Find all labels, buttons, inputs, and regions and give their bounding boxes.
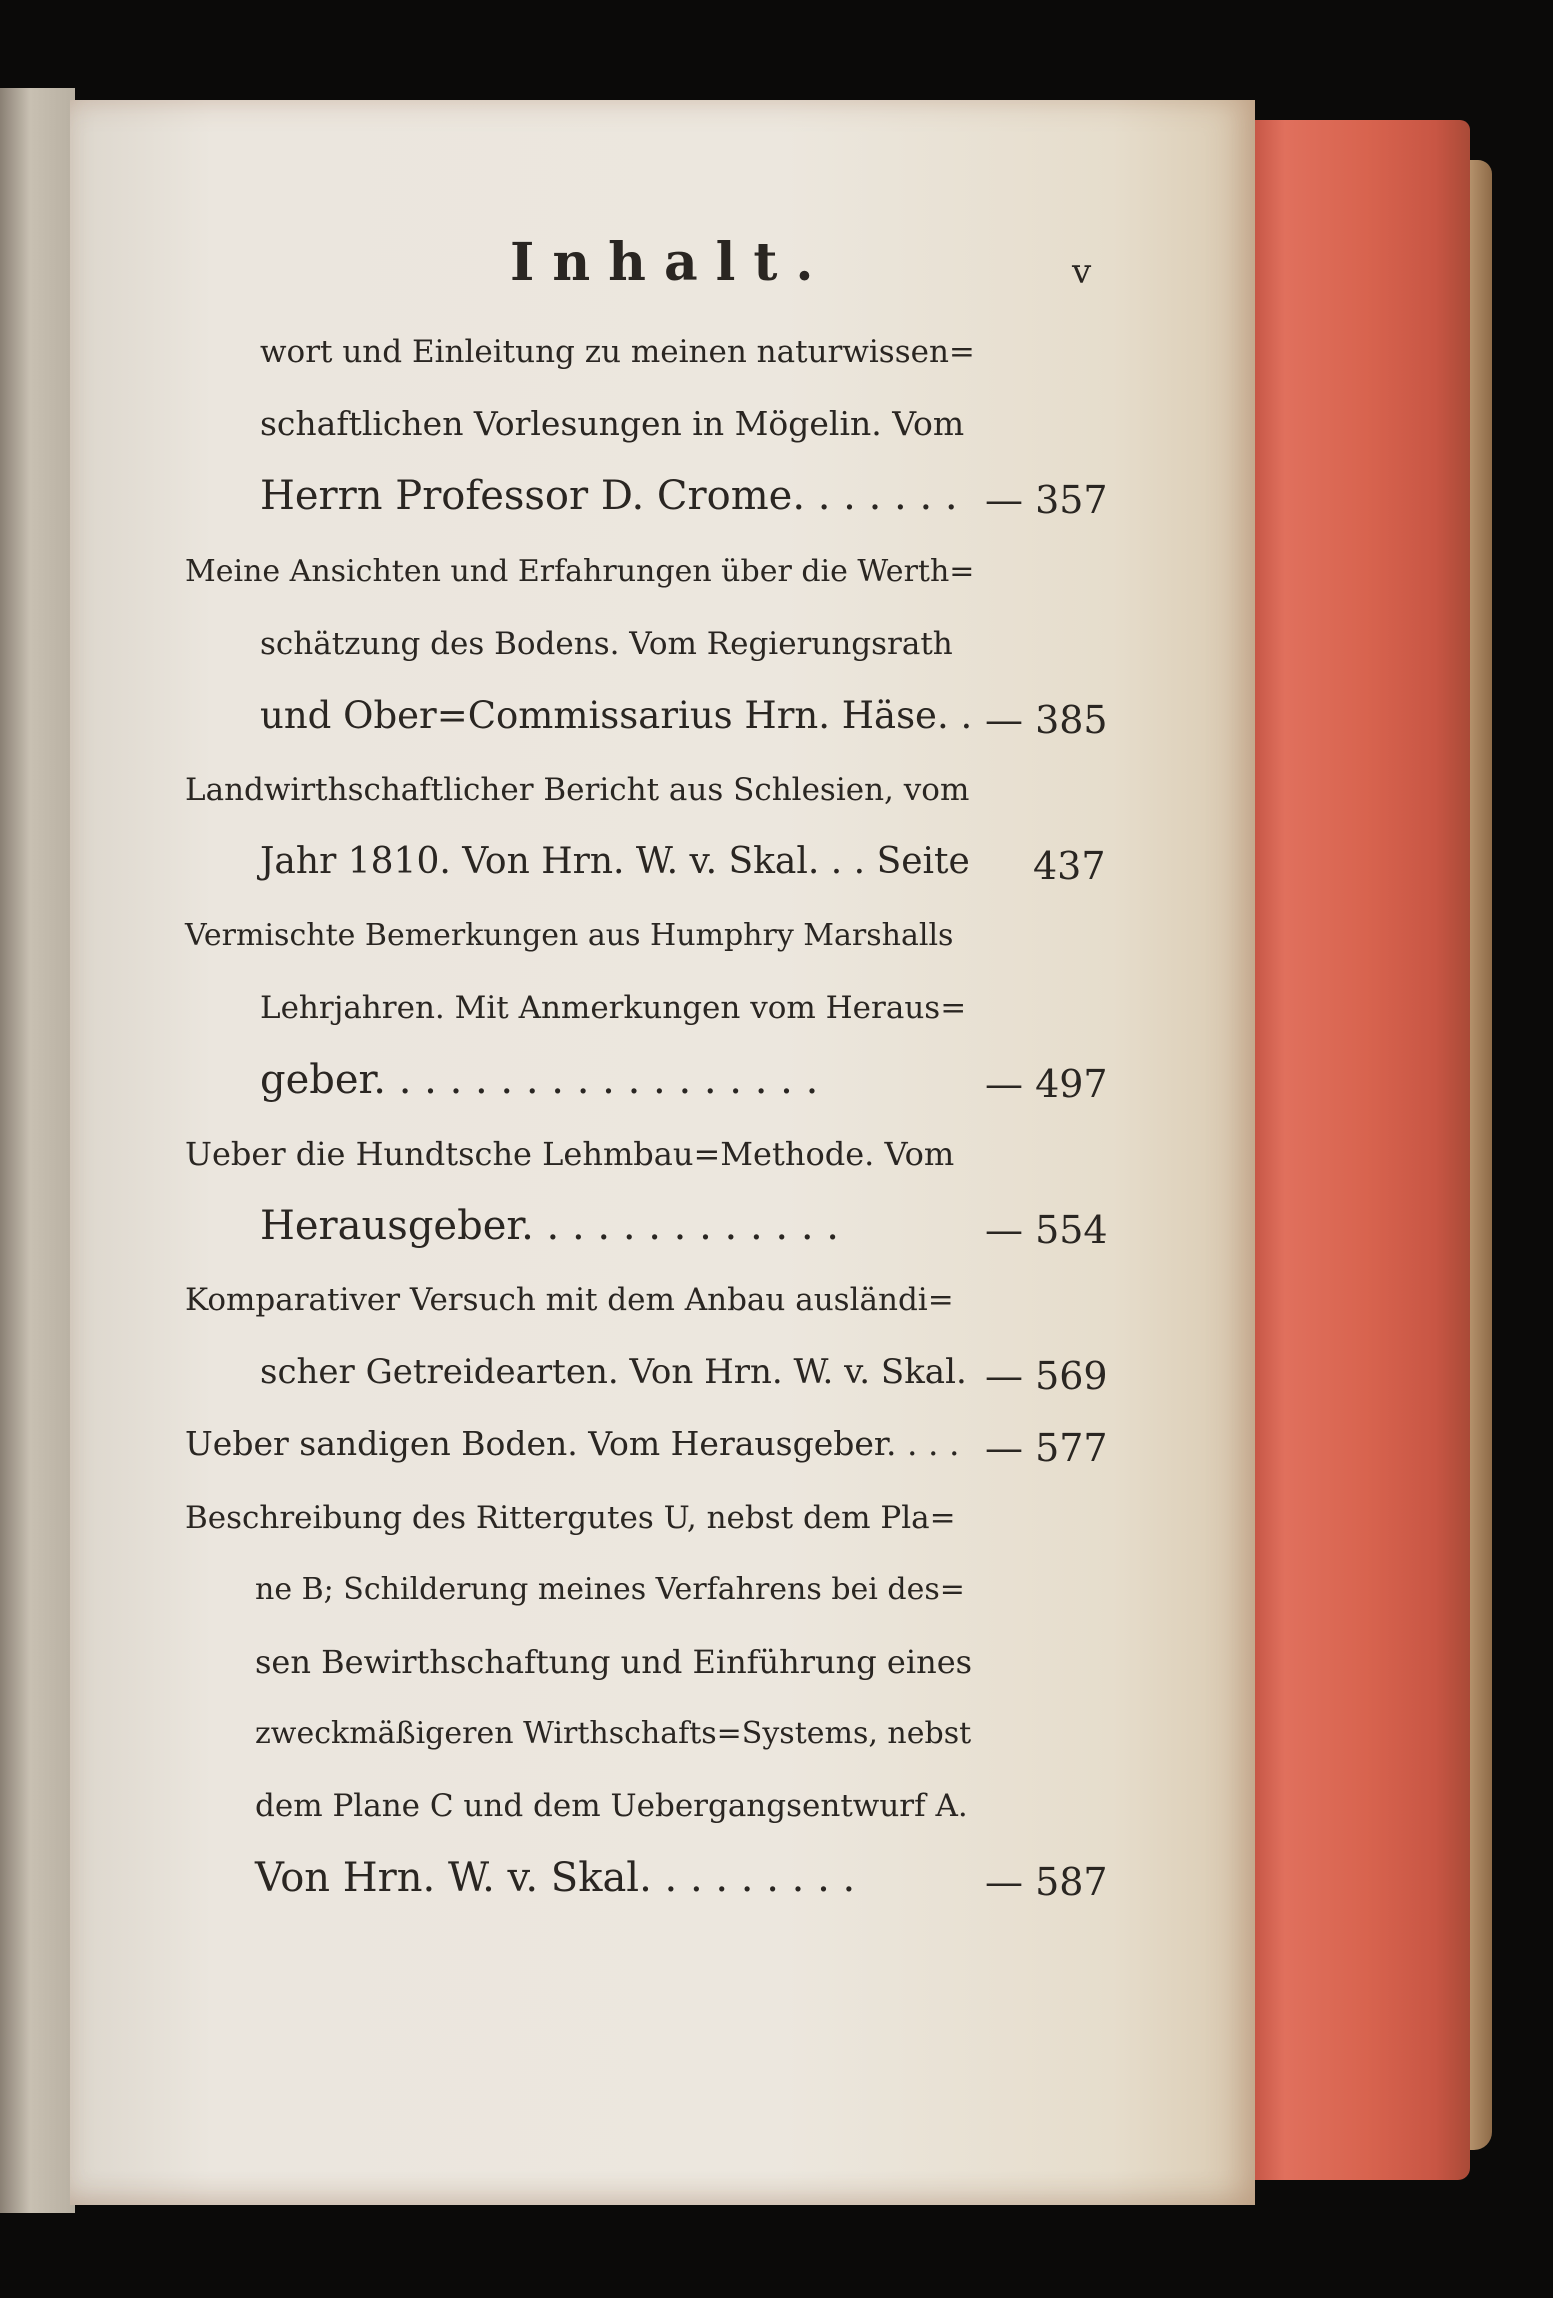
toc-entry-line: Landwirthschaftlicher Bericht aus Schlesien, vom	[185, 772, 970, 808]
toc-entry-line: Lehrjahren. Mit Anmerkungen vom Heraus=	[260, 990, 967, 1026]
toc-page-number: — 577	[985, 1426, 1108, 1470]
toc-entry-line: und Ober=Commissarius Hrn. Häse. .	[260, 694, 973, 737]
toc-entry-line: Meine Ansichten und Erfahrungen über die Werth=	[185, 554, 975, 589]
toc-entry-line: Herrn Professor D. Crome. . . . . . .	[260, 473, 958, 519]
facing-page-edge	[0, 88, 75, 2213]
toc-page-number: — 357	[985, 478, 1108, 522]
toc-entry-line: zweckmäßigeren Wirthschafts=Systems, nebst	[255, 1716, 972, 1751]
toc-entry-line: schaftlichen Vorlesungen in Mögelin. Vom	[260, 404, 965, 443]
toc-page-number: — 385	[985, 698, 1108, 742]
toc-entry-line: dem Plane C und dem Uebergangsentwurf A.	[255, 1788, 968, 1824]
page-folio: v	[1072, 252, 1092, 292]
page-block-fore-edge	[1238, 120, 1470, 2180]
toc-page-number: 437	[1033, 844, 1106, 888]
toc-entry-line: Vermischte Bemerkungen aus Humphry Marshalls	[185, 918, 954, 953]
toc-entry-line: Komparativer Versuch mit dem Anbau ausländi=	[185, 1282, 954, 1318]
running-header-title: Inhalt.	[510, 232, 832, 293]
toc-entry-line: Von Hrn. W. v. Skal. . . . . . . . .	[255, 1855, 856, 1901]
toc-entry-line: Beschreibung des Rittergutes U, nebst dem Pla=	[185, 1500, 956, 1536]
toc-entry-line: scher Getreidearten. Von Hrn. W. v. Skal.	[260, 1352, 967, 1392]
toc-page-number: — 554	[985, 1208, 1108, 1252]
toc-page-number: — 497	[985, 1062, 1108, 1106]
toc-entry-line: Ueber sandigen Boden. Vom Herausgeber. . . .	[185, 1424, 960, 1463]
toc-entry-line: ne B; Schilderung meines Verfahrens bei des=	[255, 1572, 965, 1607]
toc-entry-line: geber. . . . . . . . . . . . . . . . . .	[260, 1057, 819, 1103]
toc-entry-line: wort und Einleitung zu meinen naturwissen=	[260, 334, 975, 370]
toc-entry-line: schätzung des Bodens. Vom Regierungsrath	[260, 626, 953, 662]
toc-entry-line: Jahr 1810. Von Hrn. W. v. Skal. . . Seite	[260, 841, 970, 882]
toc-page-number: — 569	[985, 1354, 1108, 1398]
toc-entry-line: Herausgeber. . . . . . . . . . . . .	[260, 1203, 839, 1249]
toc-entry-line: Ueber die Hundtsche Lehmbau=Methode. Vom	[185, 1135, 955, 1173]
toc-page-number: — 587	[985, 1860, 1108, 1904]
toc-entry-line: sen Bewirthschaftung und Einführung eines	[255, 1643, 973, 1681]
